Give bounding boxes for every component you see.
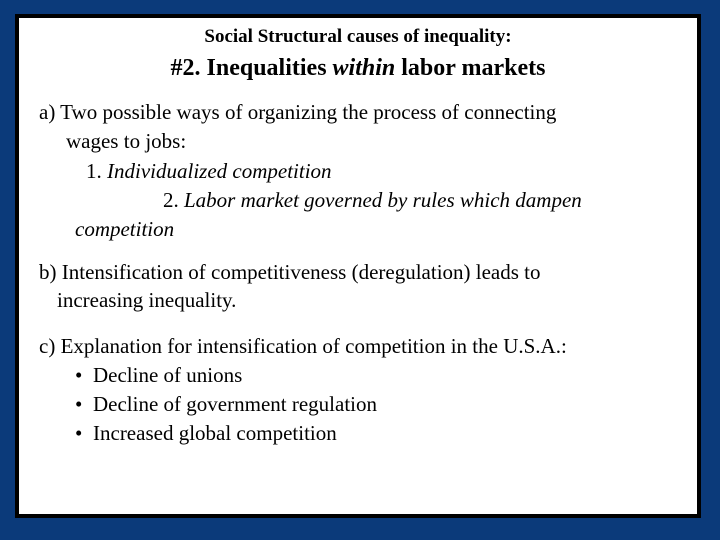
title-suffix: labor markets	[395, 55, 546, 81]
item-1-text: Individualized competition	[107, 159, 332, 183]
section-a-line-2: wages to jobs:	[66, 129, 187, 153]
section-b-line-2: increasing inequality.	[57, 288, 237, 312]
item-2-text-line-2: competition	[75, 217, 175, 241]
bullet-text: Decline of government regulation	[93, 392, 377, 416]
title-emphasis: within	[332, 55, 396, 81]
section-a-item-2-continued	[75, 219, 174, 240]
bullet-item	[75, 365, 242, 386]
item-2-number: 2.	[163, 188, 179, 212]
bullet-item	[75, 394, 377, 415]
section-a-item-2	[163, 190, 582, 211]
title-prefix: #2. Inequalities	[170, 55, 333, 81]
item-2-text-line-1: Labor market governed by rules which dampen	[184, 188, 582, 212]
bullet-item	[75, 423, 337, 444]
slide-title	[19, 56, 697, 80]
bullet-icon: •	[75, 363, 83, 387]
item-1-number: 1.	[86, 159, 102, 183]
bullet-text: Increased global competition	[93, 421, 337, 445]
bullet-icon: •	[75, 421, 83, 445]
slide-subtitle: Social Structural causes of inequality:	[204, 26, 512, 47]
section-a-line-1: a) Two possible ways of organizing the process of connecting	[39, 100, 557, 124]
bullet-icon: •	[75, 392, 83, 416]
section-c-heading: c) Explanation for intensification of competition in the U.S.A.:	[39, 334, 567, 358]
slide-frame	[15, 14, 701, 518]
bullet-text: Decline of unions	[93, 363, 243, 387]
section-a-item-1	[86, 161, 332, 182]
section-b-line-1: b) Intensification of competitiveness (deregulation) leads to	[39, 260, 541, 284]
